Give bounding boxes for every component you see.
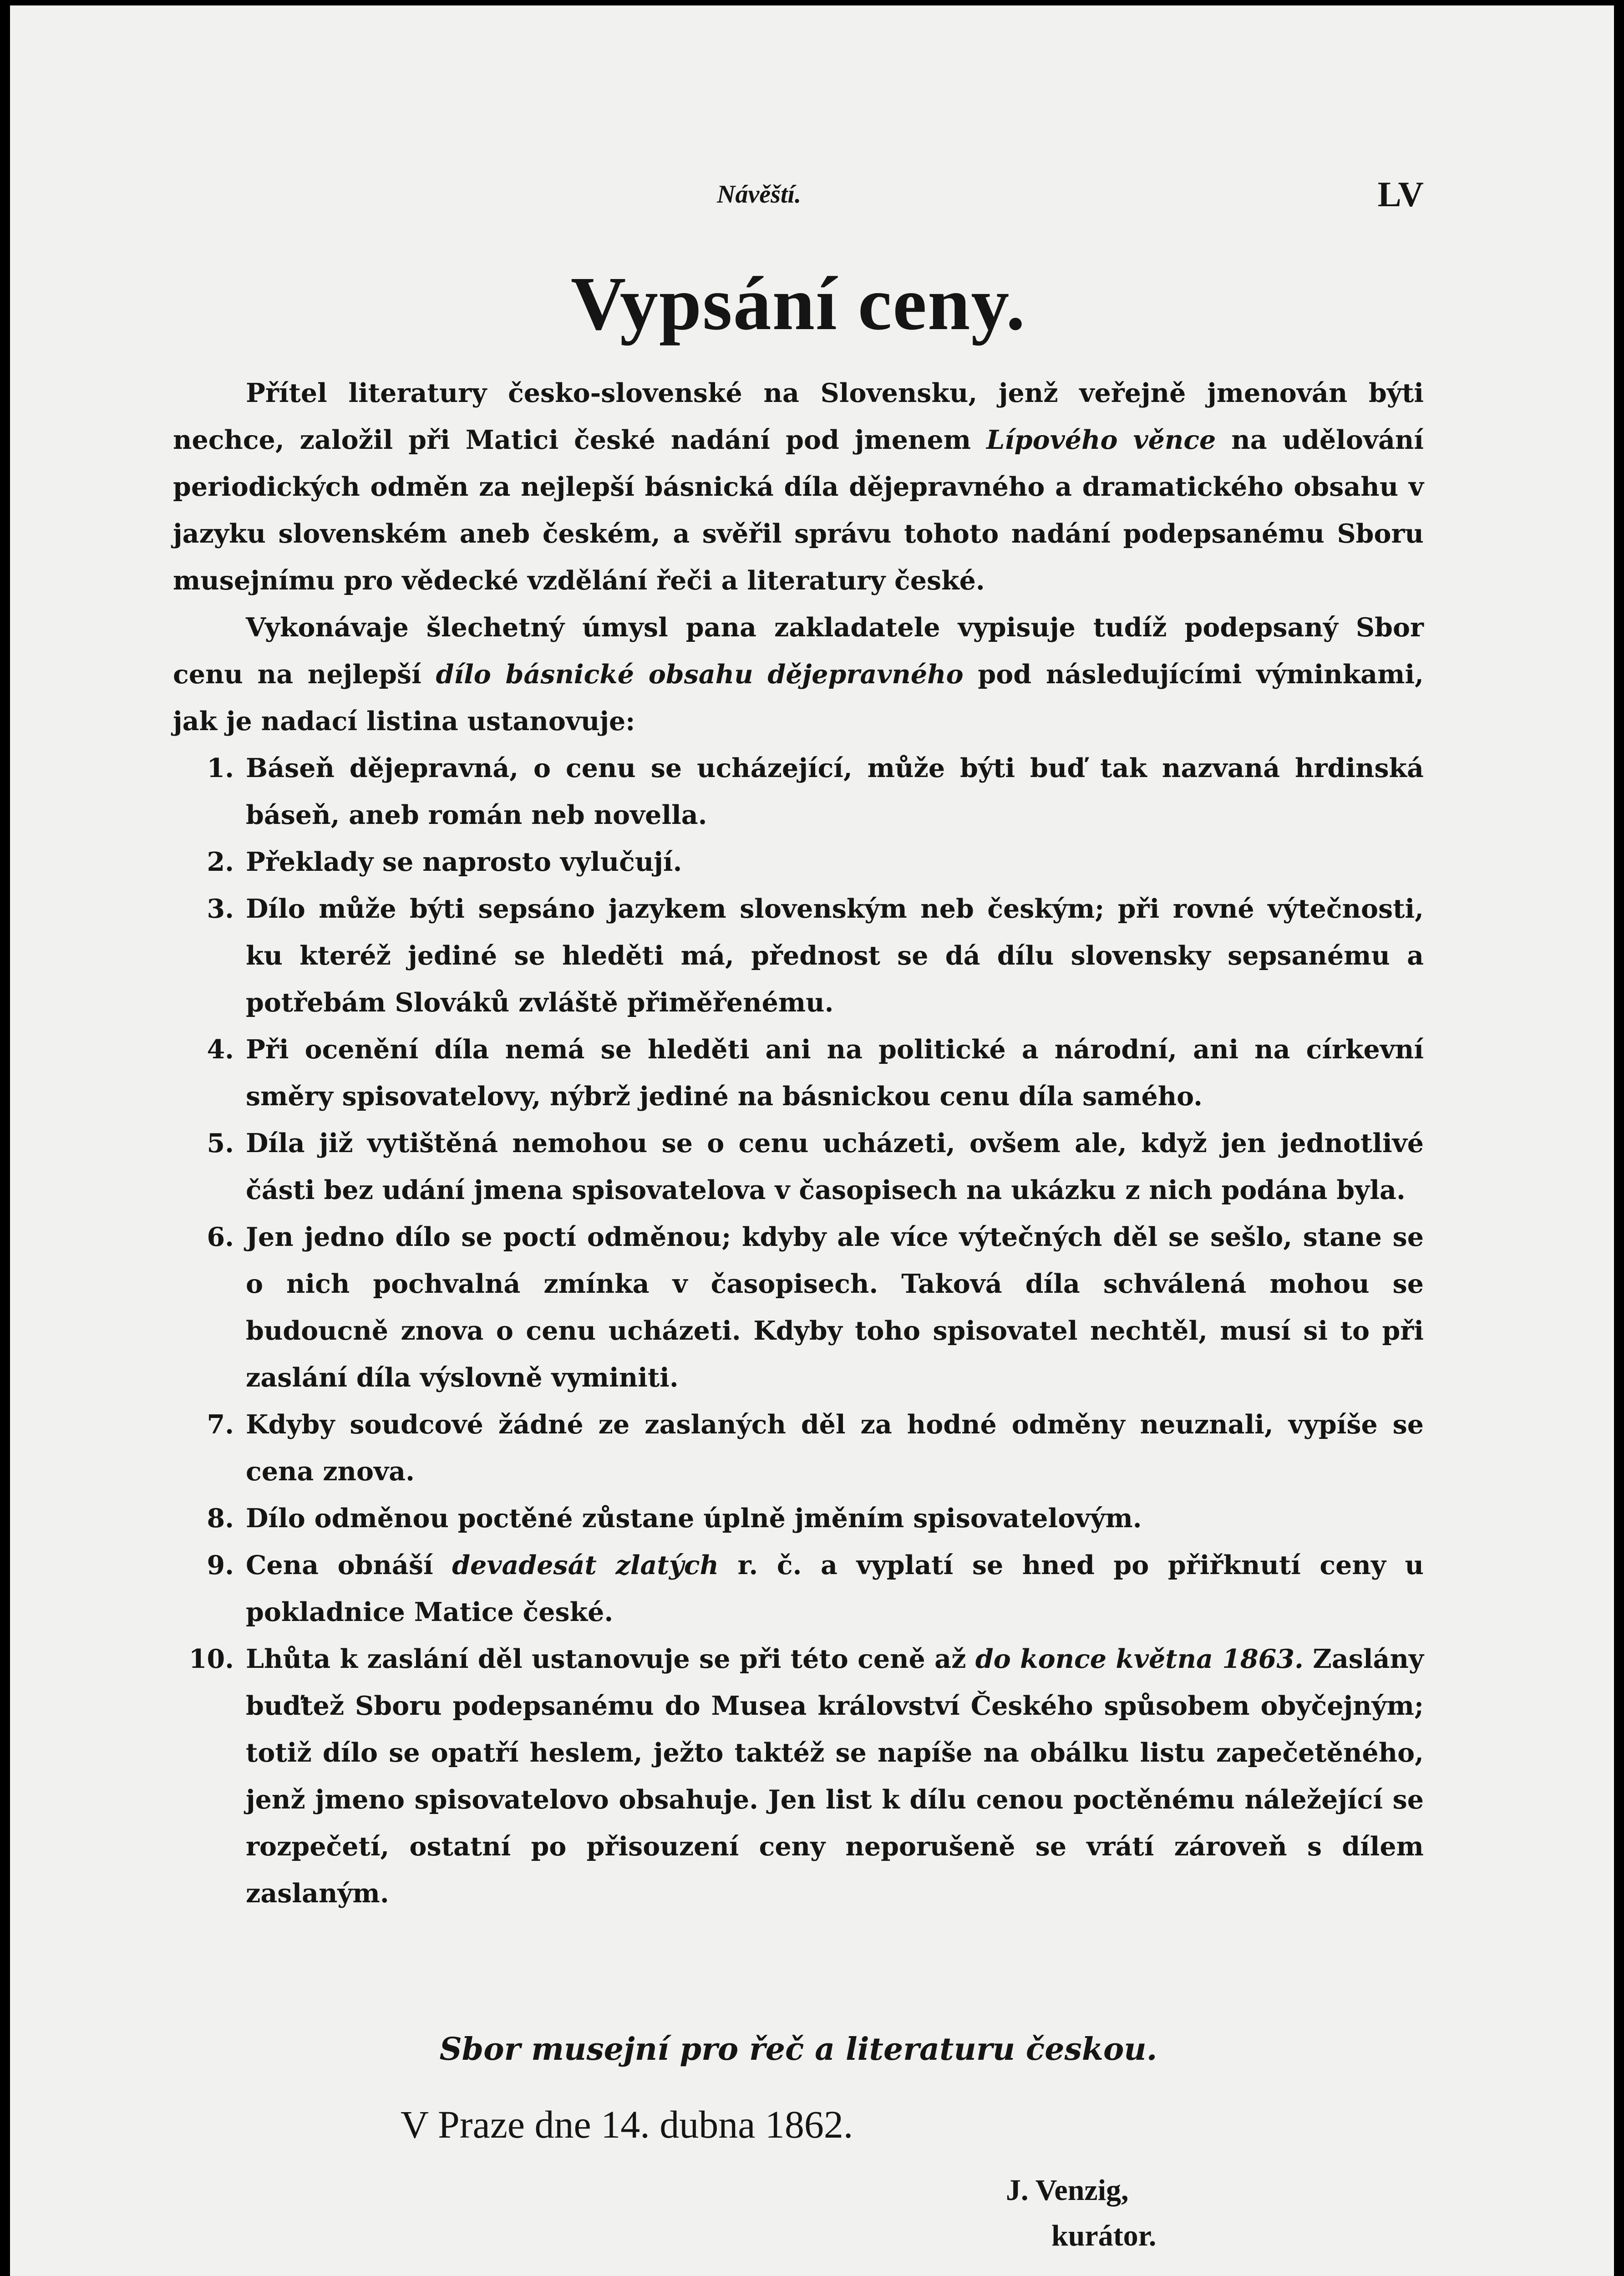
signer-role: kurátor.: [1051, 2219, 1157, 2252]
document-page: [10, 5, 1614, 2276]
text-run: Jen jedno dílo se poctí odměnou; kdyby ale více výtečných děl se sešlo, stane se o nich pochvalná zmínka v časopisech. Taková díla schválená mohou se budoucně znova o cenu ucházeti. Kdyby toho spisovatel nechtěl, musí si to při zaslání díla výslovně vyminiti.: [246, 1222, 1424, 1393]
conditions-list: [173, 745, 1424, 1917]
text-run: Dílo může býti sepsáno jazykem slovenským neb českým; při rovné výtečnosti, ku kteréž jediné se hleděti má, přednost se dá dílu slovensky sepsanému a potřebám Slováků zvláště přiměřenému.: [246, 894, 1424, 1018]
condition-number: 3.: [207, 894, 234, 924]
condition-text: [246, 1214, 1424, 1401]
emphasis-run: devadesát zlatých: [452, 1550, 719, 1580]
condition-item: [173, 838, 1424, 885]
condition-text: [246, 745, 1424, 838]
condition-number: 9.: [207, 1550, 234, 1580]
condition-number: 5.: [207, 1128, 234, 1158]
announcement-body: [173, 370, 1424, 1917]
emphasis-run: dílo básnické obsahu dějepravného: [436, 659, 964, 690]
text-run: Báseň dějepravná, o cenu se ucházející, může býti buď tak nazvaná hrdinská báseň, aneb román neb novella.: [246, 753, 1424, 830]
text-run: Zaslány buďtež Sboru podepsanému do Musea království Českého spůsobem obyčejným; totiž dílo se opatří heslem, ježto taktéž se napíše na obálku listu zapečetěného, jenž jmeno spisovatelovo obsahuje. Jen list k dílu cenou poctěnému náležející se rozpečetí, ostatní po přisouzení ceny neporušeně se vrátí zároveň s dílem zaslaným.: [246, 1644, 1424, 1909]
condition-item: [173, 745, 1424, 838]
paragraph-founding: [173, 370, 1424, 604]
emphasis-run: Lípového věnce: [986, 425, 1216, 455]
condition-item: [173, 885, 1424, 1026]
condition-text: [246, 1636, 1424, 1917]
condition-text: [246, 885, 1424, 1026]
signer-name: J. Venzig,: [1006, 2174, 1129, 2207]
text-run: Přítel literatury česko-slovenské na Slovensku, jenž veřejně jmenován býti nechce, založil při Matici české nadání pod jmenem: [173, 378, 1424, 455]
text-run: Dílo odměnou poctěné zůstane úplně jměním spisovatelovým.: [246, 1503, 1142, 1534]
text-run: na udělování periodických odměn za nejlepší básnická díla dějepravného a dramatického obsahu v jazyku slovenském aneb českém, a svěřil správu tohoto nadání podepsanému Sboru musejnímu pro vědecké vzdělání řeči a literatury české.: [173, 425, 1424, 596]
text-run: Při ocenění díla nemá se hleděti ani na politické a národní, ani na církevní směry spisovatelovy, nýbrž jediné na básnickou cenu díla samého.: [246, 1034, 1424, 1112]
page-header: [173, 176, 1424, 217]
condition-number: 6.: [207, 1222, 234, 1252]
condition-item: [173, 1495, 1424, 1542]
condition-item: [173, 1214, 1424, 1401]
condition-item: [173, 1120, 1424, 1214]
condition-text: [246, 1542, 1424, 1636]
text-run: pod následujícími výminkami, jak je nadací listina ustanovuje:: [173, 659, 1424, 737]
text-run: Vykonávaje šlechetný úmysl pana zakladatele vypisuje tudíž podepsaný Sbor cenu na nejlepší: [173, 612, 1424, 690]
condition-number: 7.: [207, 1409, 234, 1440]
condition-item: [173, 1542, 1424, 1636]
condition-text: [246, 1401, 1424, 1495]
condition-number: 2.: [207, 847, 234, 877]
paragraph-announcement: [173, 604, 1424, 745]
condition-number: 1.: [207, 753, 234, 783]
emphasis-run: do konce května 1863.: [975, 1644, 1304, 1674]
condition-text: [246, 838, 1424, 885]
condition-text: [246, 1026, 1424, 1120]
text-run: Překlady se naprosto vylučují.: [246, 847, 682, 877]
text-run: Lhůta k zaslání děl ustanovuje se při této ceně až: [246, 1644, 975, 1674]
text-run: Kdyby soudcové žádné ze zaslaných děl za hodné odměny neuznali, vypíše se cena znova.: [246, 1409, 1424, 1487]
place-date: V Praze dne 14. dubna 1862.: [401, 2103, 853, 2146]
signer-curator: [1006, 2168, 1156, 2259]
condition-text: [246, 1120, 1424, 1214]
condition-number: 10.: [188, 1644, 234, 1674]
running-head: Návěští.: [717, 180, 802, 208]
page-title: Vypsání ceny.: [570, 261, 1026, 346]
text-run: Díla již vytištěná nemohou se o cenu ucházeti, ovšem ale, když jen jednotlivé části bez udání jmena spisovatelova v časopisech na ukázku z nich podána byla.: [246, 1128, 1424, 1205]
board-name: Sbor musejní pro řeč a literaturu českou.: [439, 2031, 1157, 2068]
condition-item: [173, 1636, 1424, 1917]
condition-item: [173, 1026, 1424, 1120]
text-run: r. č. a vyplatí se hned po přiřknutí ceny u pokladnice Matice české.: [246, 1550, 1424, 1627]
page-number: LV: [1377, 174, 1424, 214]
condition-number: 8.: [207, 1503, 234, 1534]
condition-number: 4.: [207, 1034, 234, 1065]
text-run: Cena obnáší: [246, 1550, 452, 1580]
condition-text: [246, 1495, 1424, 1542]
condition-item: [173, 1401, 1424, 1495]
